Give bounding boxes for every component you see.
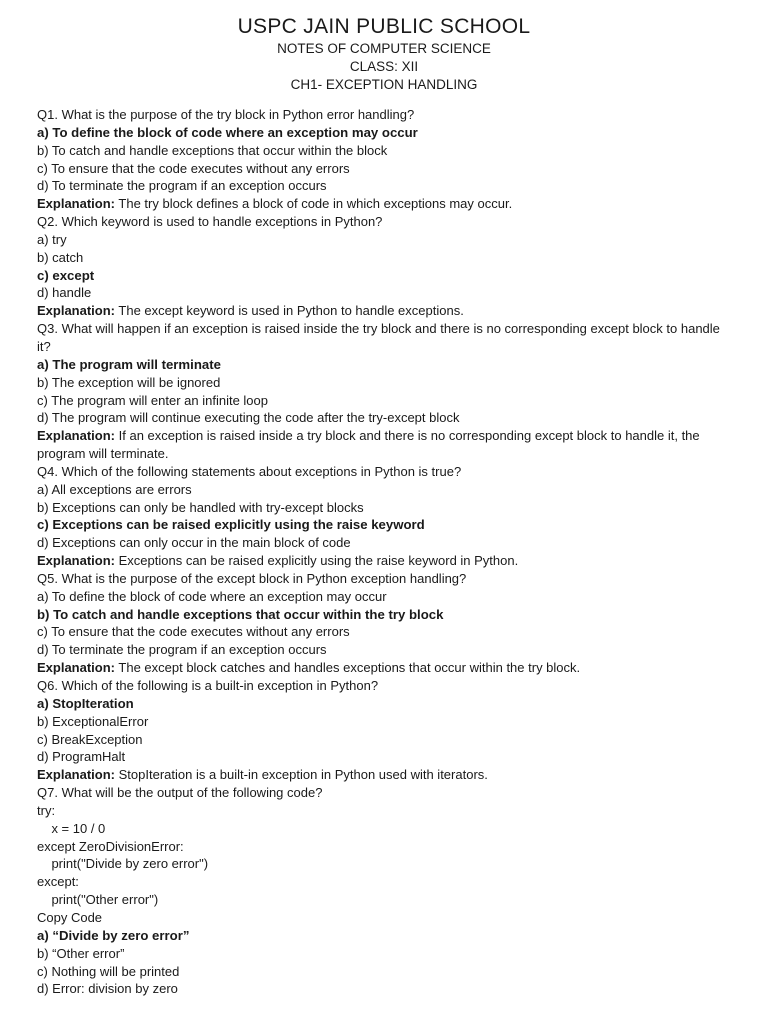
explanation-label: Explanation: [37, 428, 116, 444]
option: d) Error: division by zero [37, 981, 178, 997]
option: c) To ensure that the code executes without any errors [37, 160, 350, 176]
option-correct: a) StopIteration [37, 695, 134, 711]
explanation-text: The except block catches and handles exceptions that occur within the try block. [115, 660, 581, 676]
explanation [37, 195, 737, 213]
class-label: CLASS: XII [349, 59, 419, 74]
option: d) To terminate the program if an exception occurs [37, 642, 327, 658]
explanation-text: Exceptions can be raised explicitly using the raise keyword in Python. [115, 553, 519, 569]
option: a) try [37, 231, 67, 247]
option: d) To terminate the program if an exception occurs [37, 178, 327, 194]
question-block [37, 677, 737, 784]
explanation-text: The try block defines a block of code in which exceptions may occur. [115, 196, 513, 212]
chapter-title: CH1- EXCEPTION HANDLING [290, 77, 478, 92]
option: b) catch [37, 249, 84, 265]
question-block [37, 570, 737, 677]
option-correct: b) To catch and handle exceptions that occur within the try block [37, 606, 444, 622]
option: b) To catch and handle exceptions that occur within the block [37, 142, 388, 158]
option: c) BreakException [37, 731, 143, 747]
explanation-label: Explanation: [37, 303, 116, 319]
option: c) To ensure that the code executes without any errors [37, 624, 350, 640]
question-block [37, 784, 737, 998]
explanation-text: StopIteration is a built-in exception in Python used with iterators. [115, 767, 488, 783]
question-text: Q3. What will happen if an exception is raised inside the try block and there is no corresponding except block to handle it? [37, 321, 724, 354]
option: a) To define the block of code where an exception may occur [37, 588, 387, 604]
code-line: except ZeroDivisionError: [37, 838, 184, 854]
option-correct: a) The program will terminate [37, 356, 221, 372]
document-header [0, 14, 768, 94]
option: c) The program will enter an infinite loop [37, 392, 268, 408]
question-text: Q7. What will be the output of the following code? [37, 785, 323, 801]
explanation [37, 427, 737, 463]
explanation [37, 766, 737, 784]
option-correct: c) Exceptions can be raised explicitly using the raise keyword [37, 517, 425, 533]
option: d) The program will continue executing the code after the try-except block [37, 410, 460, 426]
option: b) Exceptions can only be handled with try-except blocks [37, 499, 364, 515]
option: c) Nothing will be printed [37, 963, 180, 979]
question-text: Q6. Which of the following is a built-in exception in Python? [37, 678, 379, 693]
question-block [37, 106, 737, 213]
school-name: USPC JAIN PUBLIC SCHOOL [237, 15, 531, 38]
option: d) Exceptions can only occur in the main block of code [37, 535, 351, 551]
question-text: Q4. Which of the following statements about exceptions in Python is true? [37, 463, 462, 479]
questions-content [37, 106, 737, 998]
code-line: except: [37, 874, 79, 890]
question-text: Q5. What is the purpose of the except block in Python exception handling? [37, 570, 467, 586]
explanation-text: If an exception is raised inside a try block and there is no corresponding except block to handle it, the program will terminate. [37, 428, 704, 462]
option: b) ExceptionalError [37, 713, 149, 729]
option: a) All exceptions are errors [37, 481, 192, 497]
explanation-label: Explanation: [37, 767, 116, 783]
explanation [37, 302, 737, 320]
question-block [37, 463, 737, 570]
option-correct: a) To define the block of code where an exception may occur [37, 124, 418, 140]
code-line: x = 10 / 0 [37, 820, 106, 836]
option: b) “Other error” [37, 945, 125, 961]
question-block [37, 213, 737, 320]
explanation-label: Explanation: [37, 553, 116, 569]
explanation-label: Explanation: [37, 196, 116, 212]
option-correct: c) except [37, 267, 95, 283]
option: b) The exception will be ignored [37, 374, 221, 390]
code-line: try: [37, 802, 56, 818]
explanation [37, 552, 737, 570]
notes-subtitle: NOTES OF COMPUTER SCIENCE [277, 41, 491, 56]
option: d) ProgramHalt [37, 749, 126, 765]
question-block [37, 320, 737, 463]
code-line: print("Other error") [37, 892, 159, 908]
question-text: Q1. What is the purpose of the try block in Python error handling? [37, 107, 415, 122]
explanation-label: Explanation: [37, 660, 116, 676]
question-text: Q2. Which keyword is used to handle exceptions in Python? [37, 214, 383, 230]
code-line: print("Divide by zero error") [37, 856, 209, 872]
explanation [37, 659, 737, 677]
explanation-text: The except keyword is used in Python to handle exceptions. [115, 303, 464, 319]
option: d) handle [37, 285, 92, 301]
option-correct: a) “Divide by zero error” [37, 927, 190, 943]
copy-code-text: Copy Code [37, 909, 103, 925]
